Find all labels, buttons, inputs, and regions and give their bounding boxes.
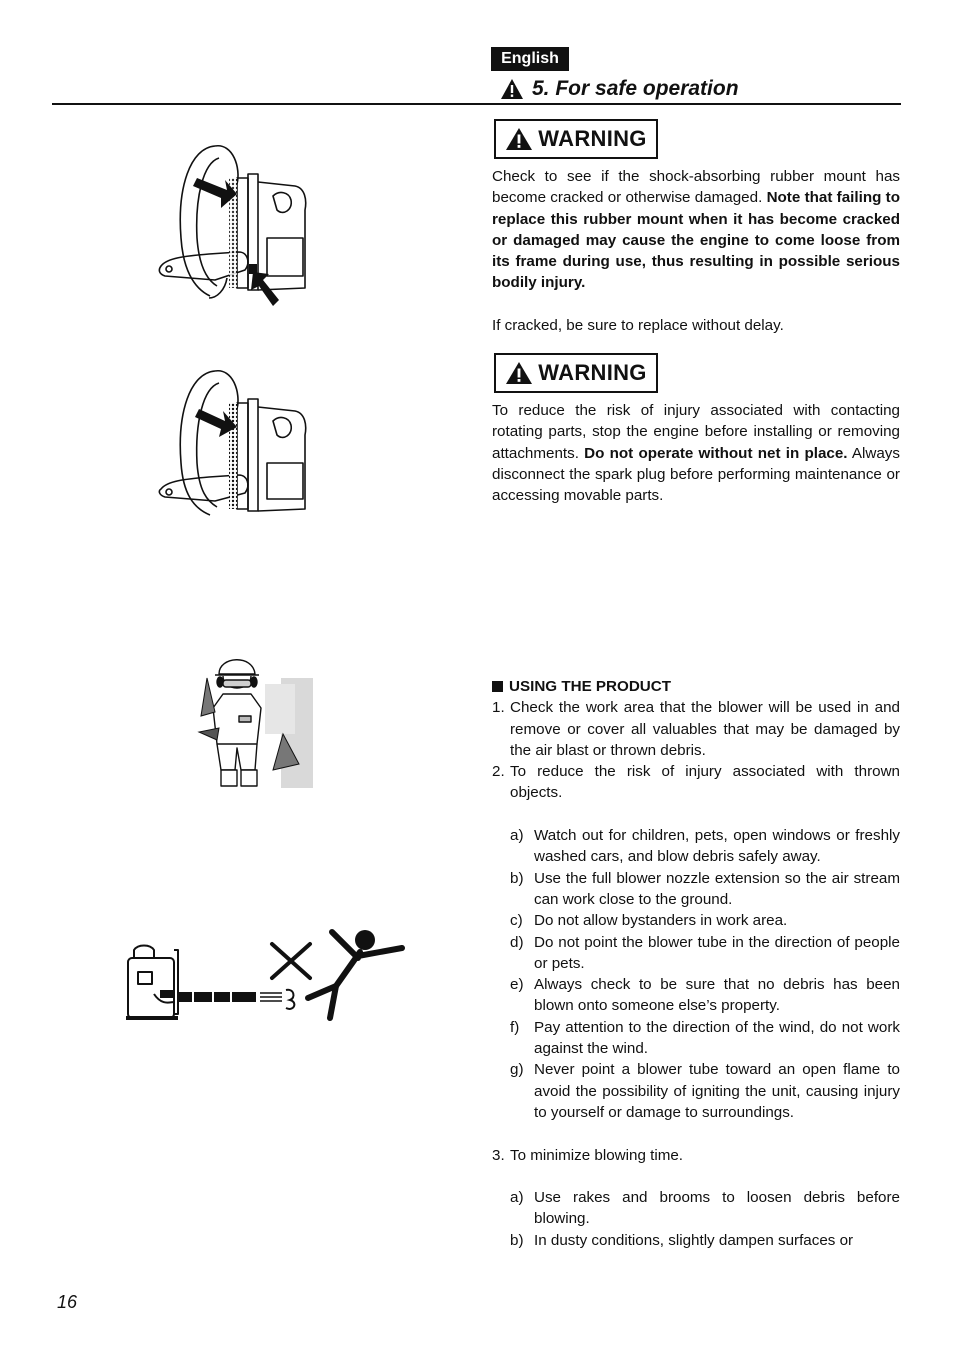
warning2-text — [492, 400, 900, 506]
do-not-point-at-people-illustration — [122, 928, 407, 1028]
section-title — [500, 75, 739, 103]
heading-text: USING THE PRODUCT — [509, 678, 672, 695]
warning1-text — [492, 166, 900, 294]
sub-list-item: d) Do not point the blower tube in the direction of people or pets. — [510, 933, 900, 972]
sub-list-item: a) Use rakes and brooms to loosen debris before blowing. — [510, 1189, 900, 1228]
warning-triangle-icon — [500, 78, 524, 100]
warning-label: WARNING — [538, 126, 647, 151]
blower-rotating-parts-illustration — [155, 363, 320, 523]
list-item: 1. Check the work area that the blower will be used in and remove or cover all valuables that may be damaged by the air blast or thrown debris. — [492, 699, 900, 759]
warning-triangle-icon — [505, 361, 533, 385]
warning-box-1 — [494, 119, 658, 159]
list-item: 3. To minimize blowing time. — [492, 1146, 684, 1164]
warning-triangle-icon — [505, 127, 533, 151]
blower-rubber-mount-illustration — [155, 138, 320, 310]
sub-list-item: b) Use the full blower nozzle extension so the air stream can work close to the ground. — [510, 869, 900, 908]
sub-list-item: e) Always check to be sure that no debris has been blown onto someone else’s property. — [510, 976, 900, 1015]
warning-label: WARNING — [538, 360, 647, 385]
warning2-bold: Do not operate without net in place. — [584, 444, 848, 462]
sub-list-item: a) Watch out for children, pets, open windows or freshly washed cars, and blow debris safely away. — [510, 827, 900, 866]
warning2-after: Always disconnect the spark plug before performing maintenance or accessing movable parts. — [492, 444, 900, 505]
section-title-text: 5. For safe operation — [532, 77, 739, 100]
warning1-followup: If cracked, be sure to replace without delay. — [492, 317, 784, 334]
page-number: 16 — [57, 1292, 78, 1312]
operator-protective-gear-illustration — [195, 648, 315, 790]
warning1-bold: Note that failing to replace this rubber mount when it has become cracked or damaged may cause the engine to come loose from its frame during use, thus resulting in possible serious bodily injury. — [492, 189, 900, 292]
using-product-heading — [492, 676, 900, 697]
sub-list-item: b) In dusty conditions, slightly dampen surfaces or — [510, 1231, 854, 1249]
using-product-section — [492, 676, 900, 1251]
sub-list-item: g) Never point a blower tube toward an open flame to avoid the possibility of igniting the unit, causing injury to yourself or damage to surroundings. — [510, 1061, 900, 1121]
sub-list-item: f) Pay attention to the direction of the wind, do not work against the wind. — [510, 1018, 900, 1058]
header-divider — [52, 103, 901, 105]
sub-list-item: c) Do not allow bystanders in work area. — [510, 912, 788, 930]
warning2-plain: To reduce the risk of injury associated with contacting rotating parts, stop the engine before installing or removing attachments. — [492, 402, 900, 462]
warning1-plain: Check to see if the shock-absorbing rubber mount has become cracked or otherwise damaged. — [492, 168, 900, 207]
language-tab: English — [491, 47, 569, 71]
warning-box-2 — [494, 353, 658, 393]
list-item: 2. To reduce the risk of injury associated with thrown objects. — [492, 763, 900, 802]
square-bullet-icon — [492, 681, 503, 692]
